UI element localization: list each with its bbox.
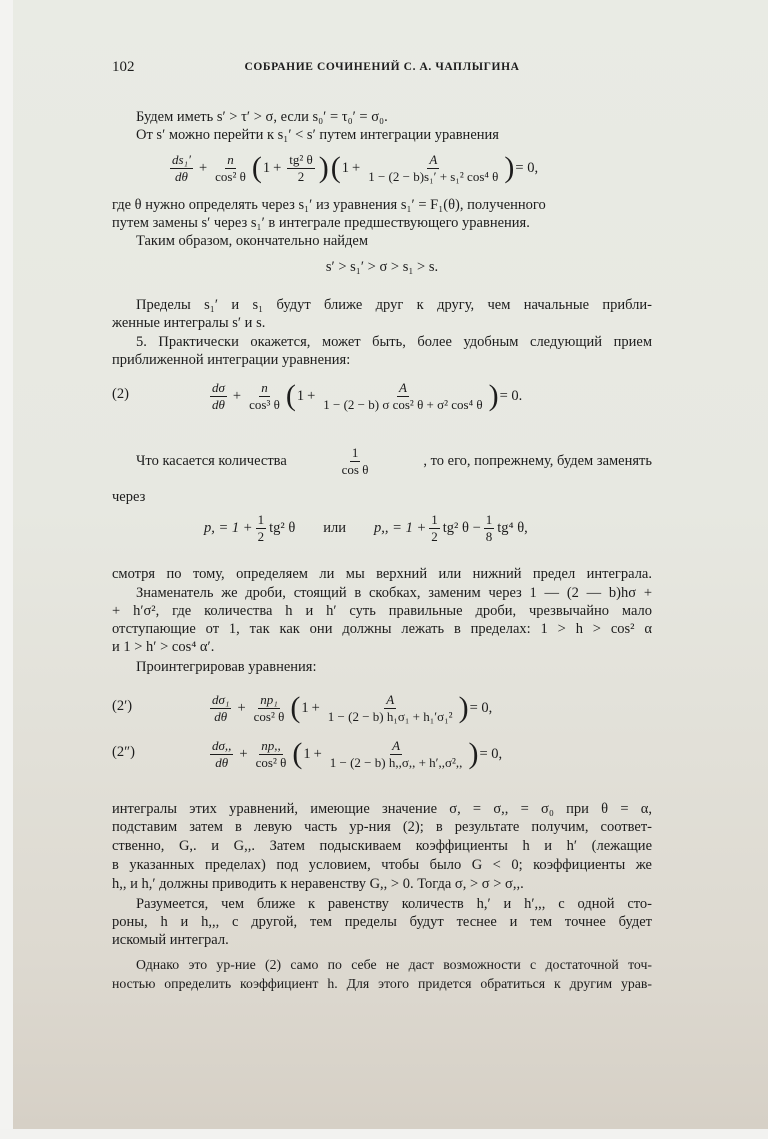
scan-bottom-margin <box>0 1129 768 1139</box>
fraction: $\frac{d\sigma}{d\theta}$ <box>212 379 225 412</box>
fraction: $\frac{A}{\text{1 − (2 − b) h₁σ₁ + h₁′σ₁²}}$ <box>327 691 453 724</box>
fraction: $\frac{\text{np₁}}{\text{cos² θ}}$ <box>253 691 285 724</box>
paragraph-line: женные интегралы s′ и s. <box>112 315 266 331</box>
paragraph-line: Таким образом, окончательно найдем <box>136 233 369 249</box>
scan-left-margin <box>0 0 13 1139</box>
paragraph-line: Проинтегрировав уравнения: <box>136 659 317 675</box>
fraction: $\frac{\text{dσ₁}}{d\theta}$ <box>212 691 230 724</box>
equation-label: (2) <box>112 386 129 402</box>
paragraph-line: смотря по тому, определяем ли мы верхний или нижний предел интеграла. <box>112 566 652 582</box>
paragraph-line: отступающие от 1, так как они должны лежать в пределах: 1 > h > cos² α <box>112 621 652 637</box>
paragraph-line: искомый интеграл. <box>112 932 229 948</box>
fraction: $\frac{1}{2}$ <box>257 511 265 544</box>
fraction: $\frac{n}{\text{cos² θ}}$ <box>215 151 246 184</box>
equation-1: $\frac{\text{ds₁′}}{d\theta}$ + $\frac{n}{\text{cos² θ}}$ ( 1 + $\frac{\text{tg² θ}}{2}$ ) ( 1 + $\frac{A}{\text{1 − (2 − b)s₁′ + s₁² cos⁴ θ}}$ ) = 0, <box>172 151 539 184</box>
paragraph-line: От s′ можно перейти к s₁′ < s′ путем интеграции уравнения <box>136 127 499 143</box>
paragraph-line: и 1 > h′ > cos⁴ α′. <box>112 639 215 655</box>
paragraph-line: ностью определить коэффициент h. Для этого придется обратиться к другим урав- <box>112 976 652 991</box>
equation-2: (2) $\frac{d\sigma}{d\theta}$ + $\frac{n}{\text{cos³ θ}}$ ( 1 + $\frac{A}{\text{1 − (2 − b) σ cos² θ + σ² cos⁴ θ}}$ ) = 0. <box>112 379 523 412</box>
equation-label: (2″) <box>112 744 135 760</box>
paragraph-line: где θ нужно определять через s₁′ из уравнения s₁′ = F₁(θ), полученного <box>112 197 546 213</box>
page-header <box>112 59 652 79</box>
fraction: $\frac{A}{\text{1 − (2 − b)s₁′ + s₁² cos⁴ θ}}$ <box>368 151 499 184</box>
inequality: s′ > s₁′ > σ > s₁ > s. <box>325 259 439 275</box>
fraction: $\frac{n}{\text{cos³ θ}}$ <box>249 379 280 412</box>
paragraph-line: через <box>112 489 146 505</box>
paragraph-line: Пределы s₁′ и s₁ будут ближе друг к другу, чем начальные прибли- <box>136 297 652 313</box>
paragraph-line: Однако это ур-ние (2) само по себе не даст возможности с достаточной точ- <box>136 957 652 972</box>
paragraph-line: путем замены s′ через s₁′ в интеграле предшествующего уравнения. <box>112 215 530 231</box>
paragraph-line: приближенной интеграции уравнения: <box>112 352 351 368</box>
paragraph-line: роны, h и h,,, с другой, тем пределы будут теснее и тем точнее будет <box>112 914 652 930</box>
paragraph-line: + h′σ², где количества h и h′ суть правильные дроби, чрезвычайно мало <box>112 603 652 619</box>
paragraph-line: ственно, G,. и G,,. Затем подыскиваем коэффициенты h и h′ (лежащие <box>112 838 652 854</box>
equation-p: p, = 1 + $\frac{1}{2}$ tg² θ или p,, = 1 + $\frac{1}{2}$ tg² θ − $\frac{1}{8}$ tg⁴ θ, <box>204 511 528 544</box>
fraction: $\frac{\text{ds₁′}}{d\theta}$ <box>172 151 191 184</box>
equation-2-prime: (2′) $\frac{\text{dσ₁}}{d\theta}$ + $\frac{\text{np₁}}{\text{cos² θ}}$ ( 1 + $\frac{A}{\text{1 − (2 − b) h₁σ₁ + h₁′σ₁²}}$ ) = 0, <box>112 691 493 724</box>
paragraph-line: интегралы этих уравнений, имеющие значение σ, = σ,, = σ₀ при θ = α, <box>112 801 652 817</box>
running-title: СОБРАНИЕ СОЧИНЕНИЙ С. А. ЧАПЛЫГИНА <box>244 61 520 73</box>
fraction: $\frac{\text{tg² θ}}{2}$ <box>289 151 313 184</box>
equation-2-double-prime: (2″) $\frac{d\sigma,,}{d\theta}$ + $\frac{np,,}{\text{cos² θ}}$ ( 1 + $\frac{A}{\text{1 − (2 − b) h,,σ,, + h′,,σ²,,}}$ ) = 0, <box>112 737 503 770</box>
paragraph-line: Знаменатель же дроби, стоящий в скобках, заменим через 1 — (2 — b)hσ + <box>136 585 652 601</box>
fraction: $\frac{1}{8}$ <box>485 511 493 544</box>
paragraph-line: в указанных пределах) под условием, чтобы было G < 0; коэффициенты же <box>112 857 652 873</box>
fraction: $\frac{A}{\text{1 − (2 − b) h,,σ,, + h′,,σ²,,}}$ <box>329 737 463 770</box>
fraction: $\frac{np,,}{\text{cos² θ}}$ <box>255 737 287 770</box>
paragraph-with-fraction: Что касается количества $\frac{1}{\text{cos θ}}$ , то его, попрежнему, будем заменять <box>136 444 652 477</box>
fraction: $\frac{1}{2}$ <box>431 511 438 544</box>
paragraph-line: Будем иметь s′ > τ′ > σ, если s₀′ = τ₀′ = σ₀. <box>136 109 388 125</box>
paragraph-line: h,, и h,′ должны приводить к неравенству G,, > 0. Тогда σ, > σ > σ,,. <box>112 876 524 892</box>
page-number: 102 <box>112 59 135 75</box>
paragraph-line: Разумеется, чем ближе к равенству количеств h,′ и h′,,, с одной сто- <box>136 896 652 912</box>
paragraph-line: подставим затем в левую часть ур-ния (2); в результате получим, соответ- <box>112 819 652 835</box>
fraction: $\frac{A}{\text{1 − (2 − b) σ cos² θ + σ² cos⁴ θ}}$ <box>323 379 483 412</box>
paragraph-line: 5. Практически окажется, может быть, более удобным следующий прием <box>136 334 652 350</box>
equation-label: (2′) <box>112 698 133 714</box>
fraction: $\frac{d\sigma,,}{d\theta}$ <box>212 737 232 770</box>
fraction: $\frac{1}{\text{cos θ}}$ <box>341 444 369 477</box>
